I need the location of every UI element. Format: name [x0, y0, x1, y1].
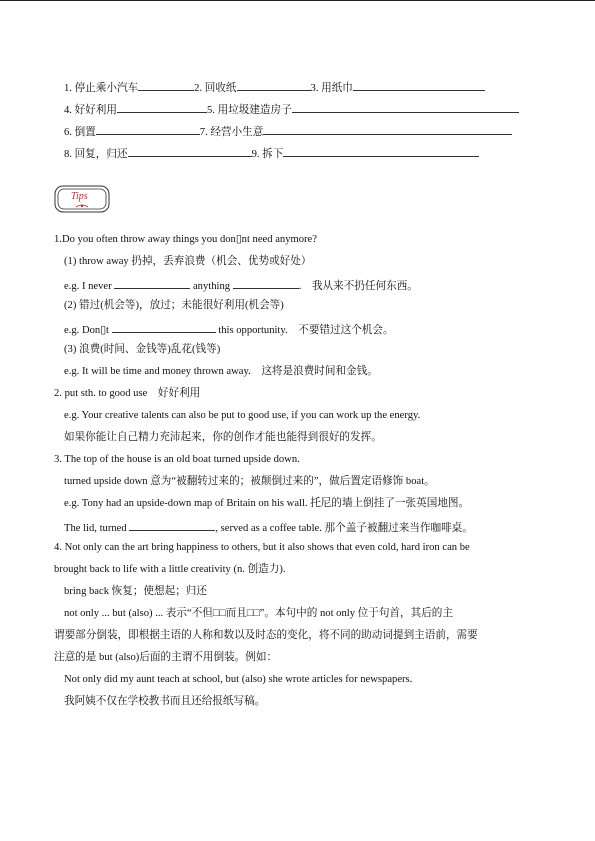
example-3-1: e.g. Tony had an upside-down map of Britain on his wall. 托尼的墙上倒挂了一张英国地图。: [64, 498, 470, 509]
question-4-cont: brought back to life with a little creativity (n. 创造力).: [54, 564, 286, 575]
example-4-1-translation: 我阿姨不仅在学校教书而且还给报纸写稿。: [64, 696, 266, 707]
vocab-item-3: 3. 用纸巾: [310, 83, 353, 94]
tips-badge: [54, 185, 110, 213]
vocab-item-1: 1. 停止乘小汽车: [64, 83, 139, 94]
example-4-1: Not only did my aunt teach at school, but (also) she wrote articles for newspapers.: [64, 674, 413, 685]
question-1: 1.Do you often throw away things you don▯nt need anymore?: [54, 234, 317, 245]
answer-blank[interactable]: [96, 123, 200, 135]
answer-blank[interactable]: [112, 321, 216, 333]
vocab-item-2: 2. 回收纸: [194, 83, 237, 94]
example-text: this opportunity.: [218, 325, 288, 336]
vocab-row-2: [64, 101, 519, 115]
example-2-1-translation: 如果你能让自己精力充沛起来，你的创作才能也能得到很好的发挥。: [64, 432, 382, 443]
example-text: , served as a coffee table. 那个盖子被翻过来当作咖啡桌。: [215, 523, 473, 534]
example-translation: 不要错过这个机会。: [298, 325, 394, 336]
vocab-item-4: 4. 好好利用: [64, 105, 117, 116]
vocab-item-7: 7. 经营小生意: [199, 127, 264, 138]
note-1-1: (1) throw away 扔掉，丢弃浪费（机会、优势或好处）: [64, 256, 312, 267]
answer-blank[interactable]: [129, 519, 215, 531]
vocab-item-8: 8. 回复，归还: [64, 149, 128, 160]
vocab-row-4: [64, 145, 479, 159]
tips-label: Tips: [71, 191, 88, 202]
example-text: e.g. It will be time and money thrown away.: [64, 366, 251, 377]
phrase: 2. put sth. to good use: [54, 388, 148, 399]
example-translation: 这将是浪费时间和金钱。: [261, 366, 378, 377]
question-4: 4. Not only can the art bring happiness to others, but it also shows that even cold, hard iron can be: [54, 542, 470, 553]
answer-blank[interactable]: [353, 79, 485, 91]
answer-blank[interactable]: [138, 79, 194, 91]
vocab-row-3: [64, 123, 512, 137]
example-1-2: [64, 321, 394, 335]
example-text: e.g. I never: [64, 281, 112, 292]
note-4-2-cont: 谓要部分倒装，即根据主语的人称和数以及时态的变化，将不同的助动词提到主语前，需要: [54, 630, 478, 641]
question-3: 3. The top of the house is an old boat turned upside down.: [54, 454, 300, 465]
answer-blank[interactable]: [292, 101, 519, 113]
phrase-meaning: 好好利用: [157, 388, 201, 399]
example-2-1: e.g. Your creative talents can also be put to good use, if you can work up the energy.: [64, 410, 421, 421]
example-3-2: [64, 519, 473, 533]
vocab-item-6: 6. 倒置: [64, 127, 96, 138]
note-3-1: turned upside down 意为“被翻转过来的；被颠倒过来的”，做后置定语修饰 boat。: [64, 476, 435, 487]
example-translation: 我从来不扔任何东西。: [311, 281, 418, 292]
example-text: anything: [192, 281, 231, 292]
example-1-3: [64, 365, 378, 379]
vocab-item-5: 5. 用垃圾建造房子: [206, 105, 292, 116]
answer-blank[interactable]: [283, 145, 479, 157]
answer-blank[interactable]: [233, 277, 299, 289]
example-text: e.g. Don▯t: [64, 325, 109, 336]
question-2: [54, 387, 200, 401]
example-1-1: [64, 277, 418, 291]
answer-blank[interactable]: [114, 277, 190, 289]
note-1-2: (2) 错过(机会等)，放过；未能很好利用(机会等): [64, 300, 284, 311]
answer-blank[interactable]: [263, 123, 512, 135]
example-text: .: [298, 281, 302, 292]
note-4-2-cont2: 注意的是 but (also)后面的主谓不用倒装。例如：: [54, 652, 278, 663]
vocab-item-9: 9. 拆下: [251, 149, 284, 160]
vocab-row-1: [64, 79, 485, 93]
note-1-3: (3) 浪费(时间、金钱等)乱花(钱等): [64, 344, 221, 355]
note-4-1: bring back 恢复；使想起；归还: [64, 586, 207, 597]
note-4-2: not only ... but (also) ... 表示“不但□□而且□□”。本句中的 not only 位于句首，其后的主: [64, 608, 453, 619]
answer-blank[interactable]: [128, 145, 252, 157]
top-rule: [0, 0, 595, 1]
example-text: The lid, turned: [64, 523, 127, 534]
answer-blank[interactable]: [117, 101, 207, 113]
answer-blank[interactable]: [237, 79, 311, 91]
